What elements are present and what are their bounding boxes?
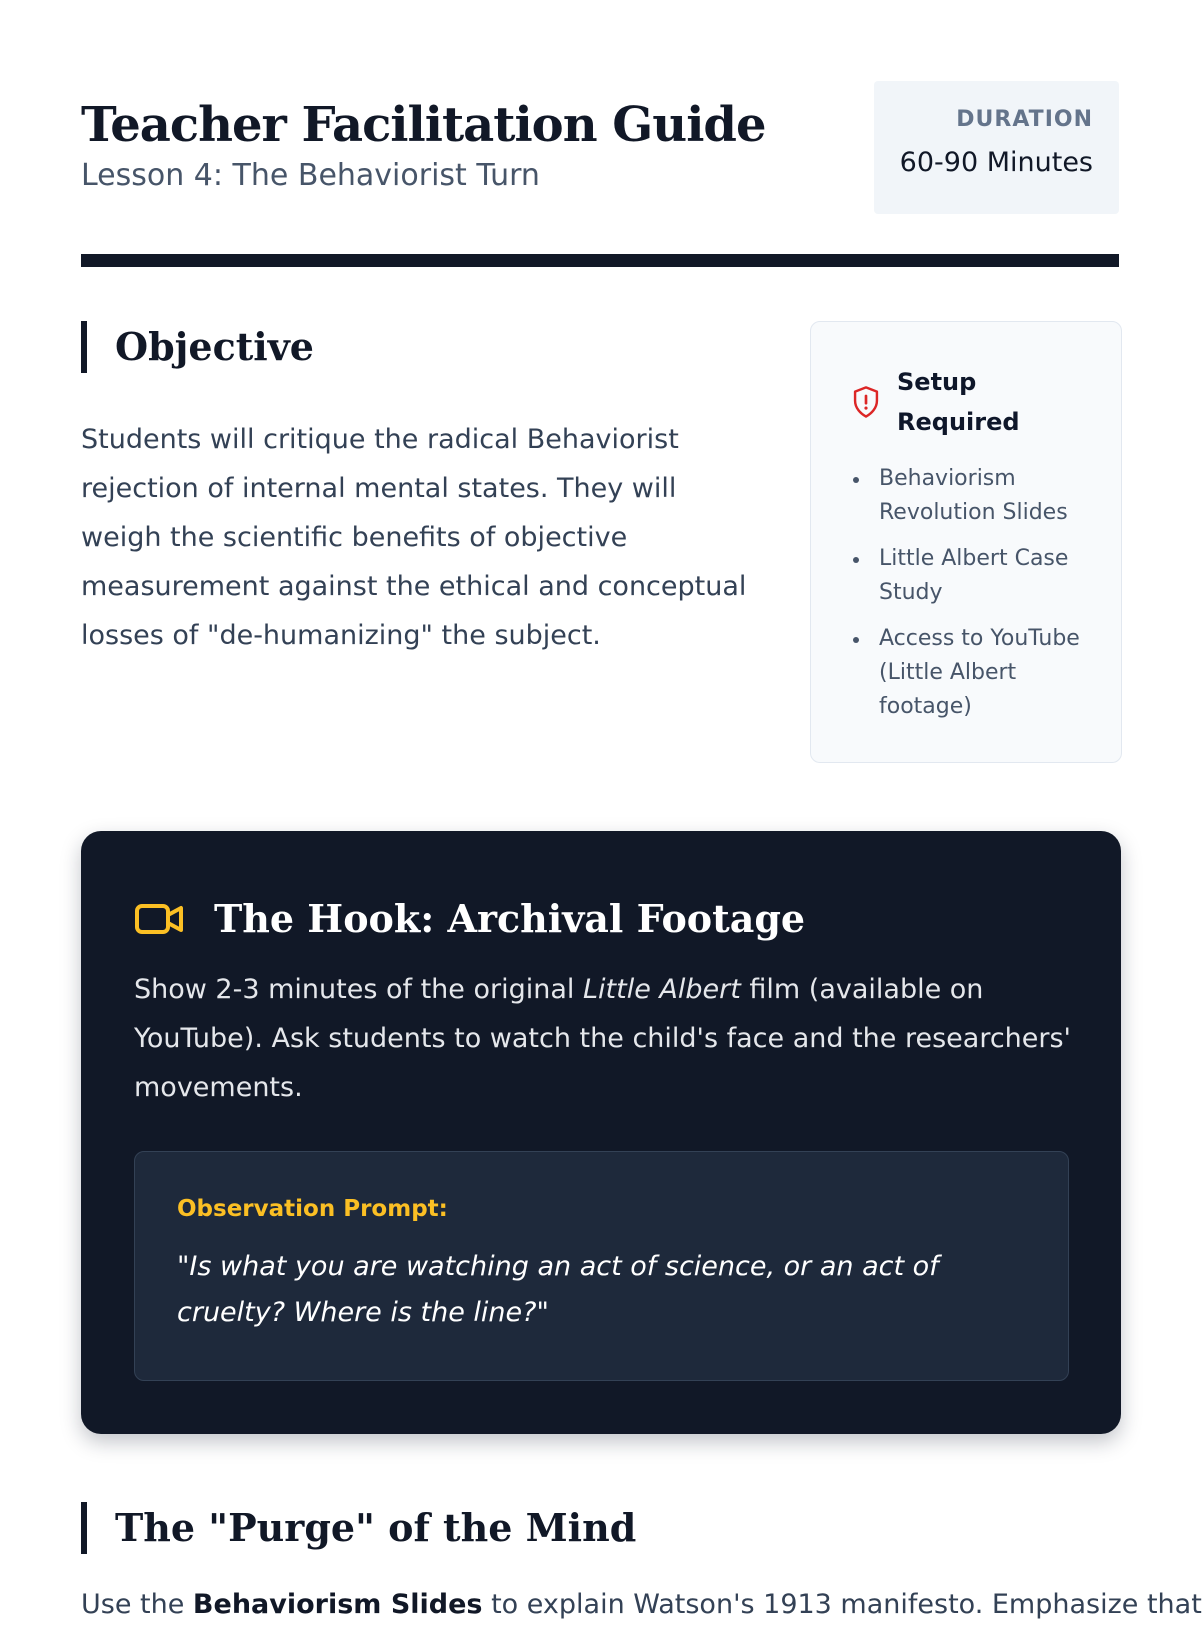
hook-text [134, 965, 1074, 1112]
slides-link-text: Behaviorism Slides [192, 1589, 483, 1620]
hook-header [134, 893, 805, 945]
video-camera-icon [134, 901, 184, 937]
setup-header [851, 362, 1097, 442]
duration-value: 60-90 Minutes [899, 147, 1093, 178]
hook-text-start: Show 2-3 minutes of the original [134, 974, 583, 1005]
setup-item: Behaviorism Revolution Slides [851, 462, 1097, 530]
prompt-label: Observation Prompt: [177, 1196, 448, 1222]
objective-heading: Objective [81, 321, 314, 373]
objective-text: Students will critique the radical Behaviorist rejection of internal mental states. They will weigh the scientific benefits of objective measurement against the ethical and conceptual losses of "de-humanizing" the subject. [81, 424, 747, 651]
setup-item: Little Albert Case Study [851, 542, 1097, 610]
hook-text-end: film (available on YouTube). Ask students to watch the child's face and the researchers' movements. [134, 974, 1071, 1103]
setup-required-card [810, 321, 1122, 763]
setup-item: Access to YouTube (Little Albert footage) [851, 622, 1097, 724]
purge-text-start: Use the [81, 1589, 193, 1620]
page-subtitle: Lesson 4: The Behaviorist Turn [81, 158, 540, 193]
header-divider [81, 254, 1119, 267]
page-title: Teacher Facilitation Guide [81, 97, 766, 153]
duration-box [874, 81, 1119, 214]
hook-card [81, 831, 1121, 1434]
hook-title: The Hook: Archival Footage [214, 896, 806, 941]
observation-prompt-box [134, 1151, 1069, 1381]
purge-text [81, 1580, 1202, 1629]
page-header [81, 0, 1119, 268]
purge-heading: The "Purge" of the Mind [81, 1502, 636, 1554]
purge-text-end: to explain Watson's 1913 manifesto. Emphasize that [482, 1589, 1202, 1620]
setup-list [851, 462, 1097, 724]
hook-text-film-title: Little Albert [583, 974, 741, 1005]
prompt-quote: "Is what you are watching an act of science, or an act of cruelty? Where is the line?" [177, 1251, 939, 1328]
shield-alert-icon [851, 385, 881, 419]
duration-label: DURATION [956, 107, 1093, 132]
setup-title: Setup Required [897, 368, 1020, 436]
